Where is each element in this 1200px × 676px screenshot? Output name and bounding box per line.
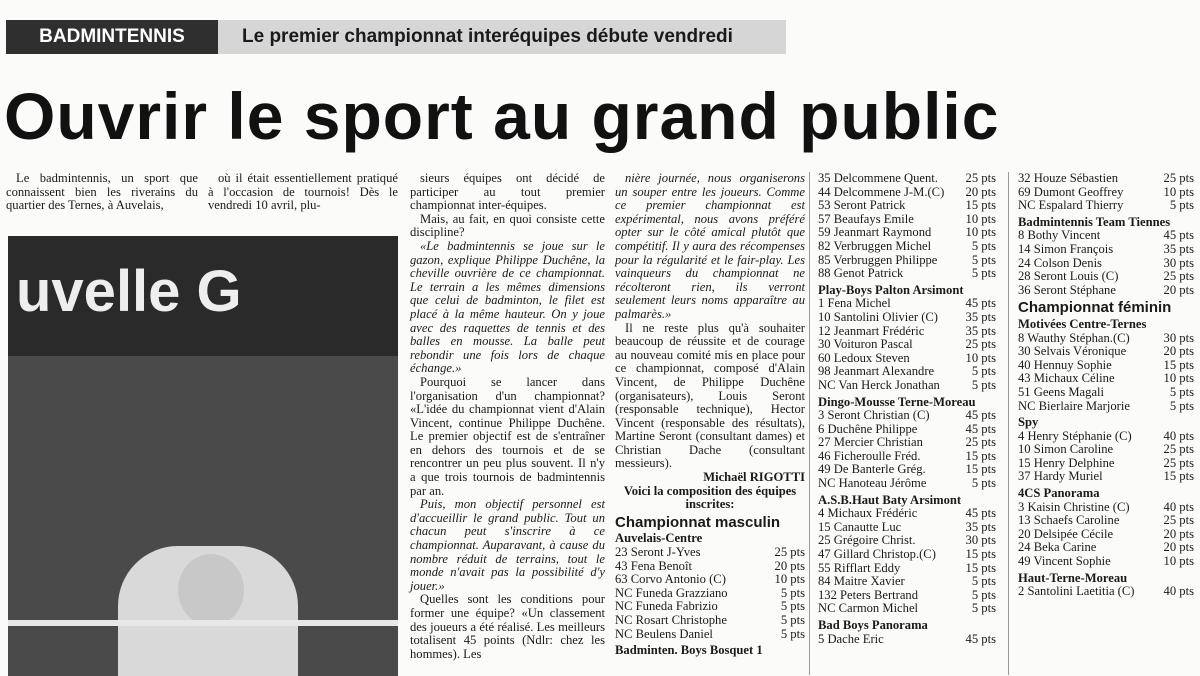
player-points: 10 pts	[965, 211, 996, 226]
player-row	[818, 267, 996, 281]
player-row	[1018, 443, 1194, 457]
player-row	[818, 423, 996, 437]
player-points: 25 pts	[965, 435, 996, 450]
player-points: 5 pts	[971, 476, 996, 491]
player-row	[818, 548, 996, 562]
player-name: 57 Beaufays Emile	[818, 211, 914, 226]
player-name: NC Bierlaire Marjorie	[1018, 398, 1130, 413]
player-points: 15 pts	[1163, 469, 1194, 484]
player-row	[1018, 541, 1194, 555]
player-points: 10 pts	[1163, 371, 1194, 386]
player-points: 25 pts	[1163, 171, 1194, 185]
column-1	[6, 172, 198, 213]
player-points: 25 pts	[965, 337, 996, 352]
player-row	[1018, 359, 1194, 373]
player-points: 45 pts	[965, 296, 996, 311]
body-paragraph: Mais, au fait, en quoi consiste cette discipline?	[410, 211, 605, 240]
player-points: 40 pts	[1163, 499, 1194, 514]
player-points: 10 pts	[965, 225, 996, 240]
player-row	[818, 240, 996, 254]
player-name: 85 Verbruggen Philippe	[818, 252, 938, 267]
player-points: 5 pts	[971, 252, 996, 267]
player-name: 60 Ledoux Steven	[818, 350, 910, 365]
player-points: 10 pts	[1163, 184, 1194, 199]
player-points: 45 pts	[965, 408, 996, 423]
player-points: 35 pts	[965, 519, 996, 534]
player-points: 5 pts	[971, 587, 996, 602]
player-name: NC Rosart Christophe	[615, 613, 727, 627]
player-points: 35 pts	[965, 323, 996, 338]
player-points: 25 pts	[965, 171, 996, 185]
player-row	[818, 338, 996, 352]
player-name: 10 Simon Caroline	[1018, 442, 1114, 457]
body-paragraph: nière journée, nous organiserons un souper entre les joueurs. Comme ce premier championnat est expérimental, nous avons préféré opter sur le côté amical plutôt que compétitif. Il y aura des récompenses pour la régularité et le fair-play. Les vainqueurs du championnat ne récolteront rien, ils verront seulement leurs noms apparaître au palmarès.»	[615, 171, 805, 321]
player-name: NC Funeda Fabrizio	[615, 599, 718, 614]
player-row	[1018, 270, 1194, 284]
player-points: 45 pts	[965, 506, 996, 521]
column-6-teams	[1018, 172, 1194, 599]
rubric-label: BADMINTENNIS	[6, 20, 218, 54]
player-row	[818, 226, 996, 240]
player-points: 5 pts	[971, 574, 996, 589]
team-name: Badminten. Boys Bosquet 1	[615, 643, 763, 658]
player-name: 6 Duchêne Philippe	[818, 421, 918, 436]
player-row	[818, 213, 996, 227]
player-points: 5 pts	[780, 585, 805, 600]
player-name: NC Beulens Daniel	[615, 626, 713, 641]
player-points: 35 pts	[965, 309, 996, 324]
team-name: Play-Boys Palton Arsimont	[818, 282, 964, 297]
player-name: 43 Fena Benoît	[615, 558, 692, 573]
photo-sign-text: uvelle G	[16, 259, 242, 324]
player-row	[818, 633, 996, 647]
player-points: 40 pts	[1163, 584, 1194, 599]
player-name: 49 Vincent Sophie	[1018, 554, 1111, 569]
player-points: 35 pts	[1163, 241, 1194, 256]
player-name: 132 Peters Bertrand	[818, 587, 919, 602]
signature: Michaël RIGOTTI	[703, 470, 805, 485]
player-row	[818, 589, 996, 603]
player-row	[818, 186, 996, 200]
team-name: 4CS Panorama	[1018, 486, 1100, 501]
player-row	[818, 297, 996, 311]
player-name: 55 Rifflart Eddy	[818, 560, 901, 575]
player-row	[615, 600, 805, 614]
player-row	[1018, 332, 1194, 346]
body-paragraph: «Le badmintennis se joue sur le gazon, explique Philippe Duchêne, la cheville ouvrière de ce championnat. Le terrain a les mêmes dimensions que celui de badminton, le filet est placé à la même hauteur. On y joue avec des raquettes de tennis et des balles en mousse. La balle peut rebondir une fois lors de chaque échange.»	[410, 238, 605, 376]
player-row	[615, 560, 805, 574]
player-name: 88 Genot Patrick	[818, 266, 904, 281]
team-name: Dingo-Mousse Terne-Moreau	[818, 394, 976, 409]
player-points: 5 pts	[971, 377, 996, 392]
player-name: 36 Seront Stéphane	[1018, 282, 1116, 297]
player-row	[818, 507, 996, 521]
player-row	[818, 436, 996, 450]
photo-player-head	[178, 554, 244, 626]
player-name: 27 Mercier Christian	[818, 435, 923, 450]
player-points: 5 pts	[780, 599, 805, 614]
player-points: 5 pts	[1169, 398, 1194, 413]
player-points: 15 pts	[965, 462, 996, 477]
team-name: Haut-Terne-Moreau	[1018, 570, 1128, 585]
headline: Ouvrir le sport au grand public	[4, 79, 1000, 153]
player-name: NC Van Herck Jonathan	[818, 377, 940, 392]
player-row	[1018, 243, 1194, 257]
player-name: NC Hanoteau Jérôme	[818, 476, 927, 491]
player-name: 13 Schaefs Caroline	[1018, 513, 1120, 528]
player-row	[615, 628, 805, 642]
player-points: 40 pts	[1163, 428, 1194, 443]
player-row	[1018, 470, 1194, 484]
player-points: 5 pts	[780, 626, 805, 641]
player-name: 84 Maitre Xavier	[818, 574, 905, 589]
player-row	[1018, 555, 1194, 569]
player-name: 30 Selvais Véronique	[1018, 344, 1127, 359]
player-row	[1018, 400, 1194, 414]
player-points: 15 pts	[1163, 357, 1194, 372]
player-points: 5 pts	[971, 601, 996, 616]
player-row	[1018, 430, 1194, 444]
player-name: 10 Santolini Olivier (C)	[818, 309, 938, 324]
player-row	[1018, 345, 1194, 359]
player-points: 5 pts	[1169, 384, 1194, 399]
team-name: Auvelais-Centre	[615, 531, 703, 546]
player-row	[1018, 514, 1194, 528]
player-name: 12 Jeanmart Frédéric	[818, 323, 925, 338]
column-2	[208, 172, 398, 213]
body-paragraph: Pourquoi se lancer dans l'organisation d'un championnat? «L'idée du championnat vient d'Alain Vincent, continue Philippe Duchêne. Le premier objectif est de s'entraîner en dehors des tournois et de se rencontrer un peu plus souvent. Il n'y a que trois tournois de badmintennis par an.	[410, 374, 605, 498]
player-name: 69 Dumont Geoffrey	[1018, 184, 1124, 199]
player-points: 10 pts	[1163, 554, 1194, 569]
player-name: 35 Delcommene Quent.	[818, 171, 938, 185]
player-points: 20 pts	[1163, 526, 1194, 541]
player-points: 25 pts	[1163, 513, 1194, 528]
player-row	[1018, 372, 1194, 386]
player-points: 25 pts	[774, 545, 805, 560]
column-3	[410, 172, 605, 661]
player-name: 63 Corvo Antonio (C)	[615, 572, 726, 587]
player-name: 14 Simon François	[1018, 241, 1114, 256]
player-name: 23 Seront J-Yves	[615, 545, 701, 560]
player-row	[818, 199, 996, 213]
player-name: NC Espalard Thierry	[1018, 198, 1124, 213]
player-name: 24 Colson Denis	[1018, 255, 1102, 270]
player-points: 10 pts	[774, 572, 805, 587]
column-divider	[809, 172, 810, 675]
player-row	[818, 534, 996, 548]
player-points: 5 pts	[971, 364, 996, 379]
player-row	[818, 172, 996, 186]
player-row	[1018, 229, 1194, 243]
team-name: Bad Boys Panorama	[818, 618, 928, 632]
player-points: 25 pts	[1163, 442, 1194, 457]
player-name: 44 Delcommene J-M.(C)	[818, 184, 945, 199]
photo-net	[8, 620, 398, 626]
player-row	[818, 477, 996, 491]
player-row	[818, 254, 996, 268]
player-points: 15 pts	[965, 198, 996, 213]
player-name: 3 Kaisin Christine (C)	[1018, 499, 1130, 514]
lead-text: Voici la composition des équipes inscrites:	[623, 483, 797, 512]
player-row	[1018, 172, 1194, 186]
player-row	[615, 573, 805, 587]
player-name: 4 Henry Stéphanie (C)	[1018, 428, 1132, 443]
player-row	[1018, 528, 1194, 542]
body-paragraph: Puis, mon objectif personnel est d'accueillir le grand public. Tout un chacun peut s'inscrire à ce championnat. Auparavant, à cause du nombre réduit de terrains, tout le monde n'avait pas la possibilité d'y jouer.»	[410, 497, 605, 593]
column-divider	[1008, 172, 1009, 675]
player-name: 24 Beka Carine	[1018, 540, 1097, 555]
intro-paragraph-2: où il était essentiellement pratiqué à l'occasion de tournois! Dès le vendredi 10 avril, plu-	[208, 171, 398, 213]
player-points: 10 pts	[965, 350, 996, 365]
team-name: Spy	[1018, 415, 1039, 430]
player-name: 49 De Banterle Grég.	[818, 462, 926, 477]
player-points: 45 pts	[1163, 228, 1194, 243]
player-name: 5 Dache Eric	[818, 631, 884, 646]
team-name: A.S.B.Haut Baty Arsimont	[818, 492, 962, 507]
player-row	[818, 562, 996, 576]
player-name: 43 Michaux Céline	[1018, 371, 1115, 386]
column-5-teams	[818, 172, 996, 646]
player-name: 28 Seront Louis (C)	[1018, 269, 1119, 284]
player-name: 51 Geens Magali	[1018, 384, 1105, 399]
player-row	[1018, 457, 1194, 471]
player-name: 59 Jeanmart Raymond	[818, 225, 932, 240]
player-points: 45 pts	[965, 421, 996, 436]
player-points: 5 pts	[971, 238, 996, 253]
player-row	[615, 614, 805, 628]
player-name: 40 Hennuy Sophie	[1018, 357, 1112, 372]
player-points: 30 pts	[965, 533, 996, 548]
player-name: 30 Voituron Pascal	[818, 337, 913, 352]
player-points: 5 pts	[780, 613, 805, 627]
player-name: 37 Hardy Muriel	[1018, 469, 1103, 484]
player-points: 45 pts	[965, 631, 996, 646]
player-row	[818, 521, 996, 535]
player-points: 15 pts	[965, 448, 996, 463]
player-name: 15 Henry Delphine	[1018, 455, 1115, 470]
article-photo	[8, 236, 398, 676]
player-points: 20 pts	[1163, 282, 1194, 297]
player-row	[818, 463, 996, 477]
player-name: 3 Seront Christian (C)	[818, 408, 930, 423]
subhead: Le premier championnat interéquipes débute vendredi	[242, 26, 733, 47]
player-row	[818, 325, 996, 339]
player-name: 15 Canautte Luc	[818, 519, 902, 534]
player-name: 98 Jeanmart Alexandre	[818, 364, 935, 379]
intro-paragraph-1: Le badmintennis, un sport que connaissent bien les riverains du quartier des Ternes, à Auvelais,	[6, 171, 198, 213]
player-points: 20 pts	[1163, 344, 1194, 359]
player-points: 30 pts	[1163, 255, 1194, 270]
section-feminin: Championnat féminin	[1018, 299, 1172, 317]
player-row	[1018, 585, 1194, 599]
player-row	[818, 602, 996, 616]
player-name: 53 Seront Patrick	[818, 198, 906, 213]
player-row	[615, 546, 805, 560]
player-row	[818, 409, 996, 423]
player-name: 8 Wauthy Stéphan.(C)	[1018, 330, 1130, 345]
player-points: 25 pts	[1163, 455, 1194, 470]
body-paragraph: Quelles sont les conditions pour former une équipe? «Un classement des joueurs a été réalisé. Les meilleurs totalisent 45 points (Ndlr: chez les hommes). Les	[410, 592, 605, 661]
body-paragraph: Il ne reste plus qu'à souhaiter beaucoup de réussite et de courage au nouveau comité mis en place pour ce championnat, composé d'Alain Vincent, de Philippe Duchêne (organisateurs), Louis Seront (responsable technique), Hector Vincent (responsable des résultats), Martine Seront (consultant dames) et Christian Dache (consultant messieurs).	[615, 320, 805, 471]
player-points: 15 pts	[965, 547, 996, 562]
player-name: 1 Fena Michel	[818, 296, 891, 311]
player-points: 20 pts	[774, 558, 805, 573]
player-points: 30 pts	[1163, 330, 1194, 345]
team-name: Motivées Centre-Ternes	[1018, 316, 1147, 331]
team-name: Badmintennis Team Tiennes	[1018, 214, 1171, 229]
player-row	[818, 379, 996, 393]
player-name: 8 Bothy Vincent	[1018, 228, 1101, 243]
player-row	[818, 365, 996, 379]
player-row	[818, 352, 996, 366]
player-name: 4 Michaux Frédéric	[818, 506, 918, 521]
player-name: 46 Ficheroulle Fréd.	[818, 448, 921, 463]
player-points: 25 pts	[1163, 269, 1194, 284]
player-name: 32 Houze Sébastien	[1018, 171, 1119, 185]
player-row	[615, 587, 805, 601]
player-name: 25 Grégoire Christ.	[818, 533, 916, 548]
player-row	[1018, 386, 1194, 400]
player-name: 20 Delsipée Cécile	[1018, 526, 1114, 541]
player-row	[1018, 186, 1194, 200]
player-row	[1018, 284, 1194, 298]
player-row	[1018, 199, 1194, 213]
player-row	[1018, 501, 1194, 515]
player-row	[1018, 257, 1194, 271]
player-name: NC Funeda Grazziano	[615, 585, 728, 600]
player-points: 20 pts	[965, 184, 996, 199]
player-points: 5 pts	[971, 266, 996, 281]
player-name: 2 Santolini Laetitia (C)	[1018, 584, 1135, 599]
player-name: 47 Gillard Christop.(C)	[818, 547, 936, 562]
section-masculin: Championnat masculin	[615, 513, 781, 531]
player-points: 15 pts	[965, 560, 996, 575]
player-name: 82 Verbruggen Michel	[818, 238, 932, 253]
player-points: 20 pts	[1163, 540, 1194, 555]
player-points: 5 pts	[1169, 198, 1194, 213]
player-row	[818, 450, 996, 464]
player-row	[818, 575, 996, 589]
player-row	[818, 311, 996, 325]
player-name: NC Carmon Michel	[818, 601, 919, 616]
body-paragraph: sieurs équipes ont décidé de participer au tout premier championnat inter-équipes.	[410, 171, 605, 213]
column-4	[615, 172, 805, 658]
